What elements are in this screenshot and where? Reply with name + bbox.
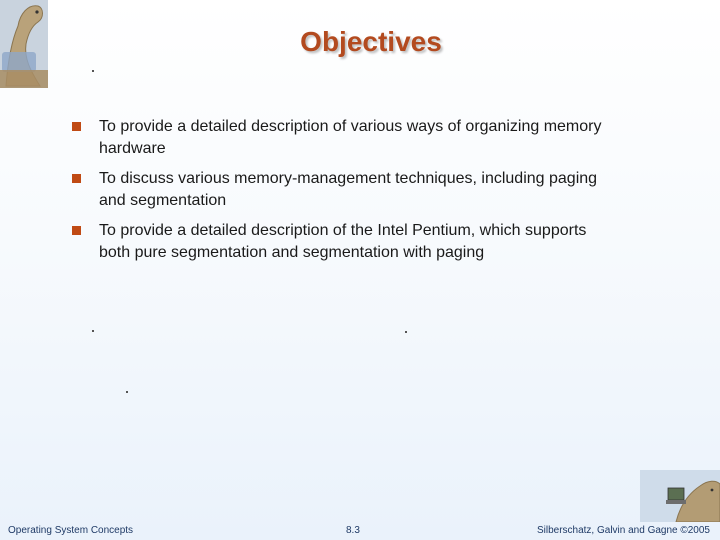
bullet-text-1: To provide a detailed description of various ways of organizing memory hardware xyxy=(99,118,602,157)
bullet-item-2 xyxy=(72,168,612,212)
speck-mark xyxy=(126,391,128,393)
speck-mark xyxy=(405,331,407,333)
square-bullet-icon xyxy=(72,174,81,183)
dinosaur-logo-bottom-right xyxy=(640,470,720,522)
objectives-list xyxy=(72,116,612,272)
square-bullet-icon xyxy=(72,226,81,235)
slide-title: Objectives xyxy=(300,26,442,57)
bullet-text-3: To provide a detailed description of the Intel Pentium, which supports both pure segmentation and segmentation with paging xyxy=(99,222,587,261)
square-bullet-icon xyxy=(72,122,81,131)
bullet-item-3 xyxy=(72,220,612,264)
footer-copyright: Silberschatz, Galvin and Gagne ©2005 xyxy=(536,525,710,536)
speck-mark xyxy=(92,330,94,332)
bullet-text-2: To discuss various memory-management techniques, including paging and segmentation xyxy=(99,170,598,209)
footer-page-number: 8.3 xyxy=(346,525,360,536)
speck-mark xyxy=(92,70,94,72)
footer-course-title: Operating System Concepts xyxy=(8,525,134,536)
bullet-item-1 xyxy=(72,116,612,160)
